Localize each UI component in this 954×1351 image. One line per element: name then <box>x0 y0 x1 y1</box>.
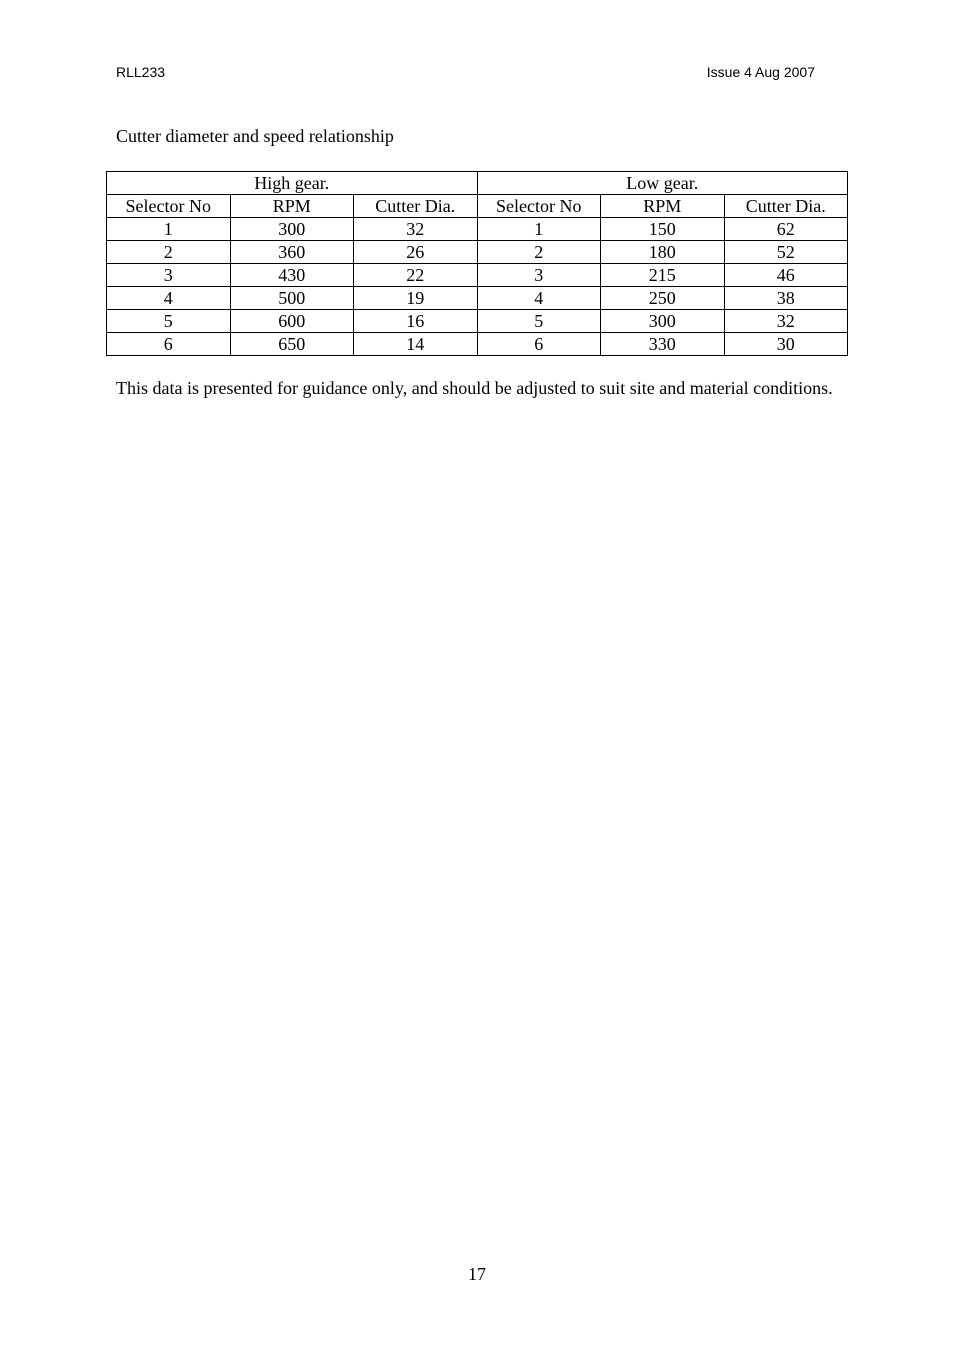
table-cell: 500 <box>230 287 354 310</box>
table-cell: 180 <box>601 241 725 264</box>
table-group-row <box>107 172 848 195</box>
table-cell: 3 <box>107 264 231 287</box>
table-cell: 300 <box>230 218 354 241</box>
cutter-speed-table <box>106 171 848 356</box>
table-cell: 32 <box>354 218 478 241</box>
table-cell: 2 <box>477 241 601 264</box>
table-cell: 250 <box>601 287 725 310</box>
table-cell: 3 <box>477 264 601 287</box>
table-cell: 52 <box>724 241 848 264</box>
table-cell: 6 <box>477 333 601 356</box>
table-row <box>107 264 848 287</box>
group-header-low-gear: Low gear. <box>477 172 848 195</box>
table-cell: 22 <box>354 264 478 287</box>
table-cell: 46 <box>724 264 848 287</box>
table-column-header-row <box>107 195 848 218</box>
table-cell: 300 <box>601 310 725 333</box>
column-header: RPM <box>230 195 354 218</box>
table-cell: 600 <box>230 310 354 333</box>
table-cell: 16 <box>354 310 478 333</box>
table-cell: 2 <box>107 241 231 264</box>
table-cell: 30 <box>724 333 848 356</box>
table-cell: 360 <box>230 241 354 264</box>
section-title: Cutter diameter and speed relationship <box>116 126 394 146</box>
table-cell: 4 <box>107 287 231 310</box>
table-cell: 5 <box>477 310 601 333</box>
group-header-high-gear: High gear. <box>107 172 478 195</box>
table-cell: 62 <box>724 218 848 241</box>
table-row <box>107 218 848 241</box>
table-cell: 5 <box>107 310 231 333</box>
table-cell: 6 <box>107 333 231 356</box>
table-row <box>107 241 848 264</box>
page-header-right: Issue 4 Aug 2007 <box>706 64 815 80</box>
table-cell: 215 <box>601 264 725 287</box>
column-header: Selector No <box>107 195 231 218</box>
table-cell: 1 <box>107 218 231 241</box>
table-row <box>107 287 848 310</box>
page-number: 17 <box>468 1264 486 1284</box>
table-cell: 150 <box>601 218 725 241</box>
table-cell: 1 <box>477 218 601 241</box>
table-row <box>107 310 848 333</box>
table-cell: 19 <box>354 287 478 310</box>
table-cell: 14 <box>354 333 478 356</box>
page-header-left: RLL233 <box>116 64 166 80</box>
table-cell: 330 <box>601 333 725 356</box>
column-header: Cutter Dia. <box>354 195 478 218</box>
table-cell: 430 <box>230 264 354 287</box>
column-header: Selector No <box>477 195 601 218</box>
table-cell: 4 <box>477 287 601 310</box>
column-header: RPM <box>601 195 725 218</box>
table-cell: 38 <box>724 287 848 310</box>
guidance-note: This data is presented for guidance only, and should be adjusted to suit site and material conditions. <box>116 378 833 398</box>
table-cell: 650 <box>230 333 354 356</box>
table-cell: 26 <box>354 241 478 264</box>
table-cell: 32 <box>724 310 848 333</box>
table-row <box>107 333 848 356</box>
column-header: Cutter Dia. <box>724 195 848 218</box>
